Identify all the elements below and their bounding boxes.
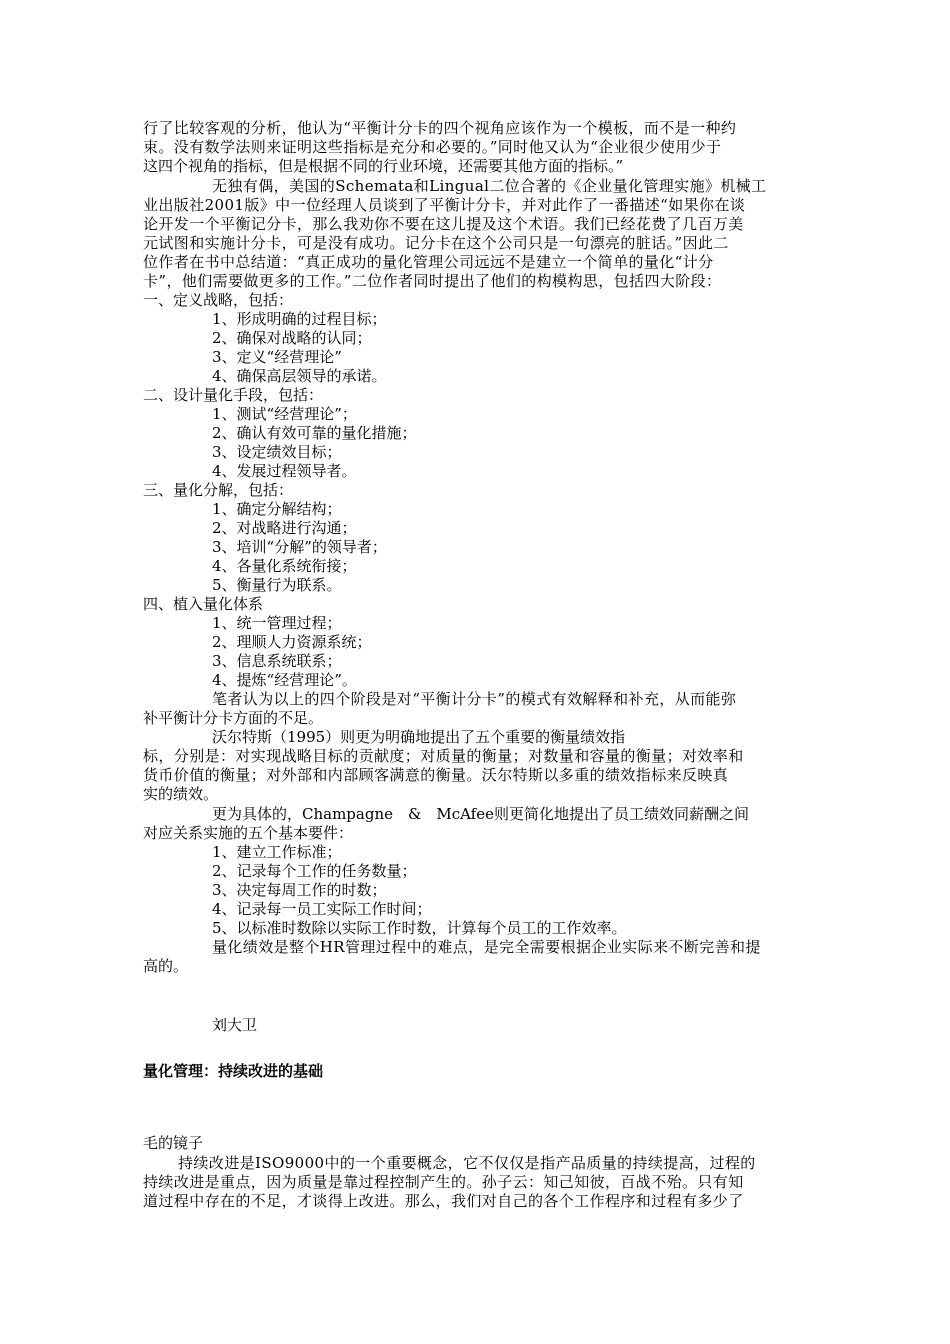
text-line: 这四个视角的指标，但是根据不同的行业环境，还需要其他方面的指标。”: [143, 157, 624, 175]
text-line: 更为具体的，Champagne & McAfee则更简化地提出了员工绩效同薪酬之间: [212, 805, 749, 823]
list-item: 4、发展过程领导者。: [212, 462, 357, 480]
list-item: 4、记录每一员工实际工作时间；: [212, 900, 432, 918]
list-item: 2、理顺人力资源系统；: [212, 633, 372, 651]
text-line: 无独有偶，美国的Schemata和Lingual二位合著的《企业量化管理实施》机械工: [212, 177, 767, 195]
article-subtitle: 毛的镜子: [143, 1134, 204, 1152]
text-line: 对应关系实施的五个基本要件：: [143, 824, 354, 842]
section-heading: 一、定义战略，包括：: [143, 291, 294, 309]
article-title: 量化管理：持续改进的基础: [143, 1062, 324, 1080]
list-item: 3、信息系统联系；: [212, 652, 342, 670]
text-line: 位作者在书中总结道：“真正成功的量化管理公司远远不是建立一个简单的量化“计分: [143, 253, 714, 271]
text-line: 笔者认为以上的四个阶段是对“平衡计分卡”的模式有效解释和补充，从而能弥: [212, 690, 737, 708]
text-line: 束。没有数学法则来证明这些指标是充分和必要的。”同时他又认为“企业很少使用少于: [143, 138, 722, 156]
list-item: 3、培训“分解”的领导者；: [212, 538, 387, 556]
list-item: 4、各量化系统衔接；: [212, 557, 357, 575]
section-heading: 二、设计量化手段，包括：: [143, 386, 324, 404]
text-line: 论开发一个平衡记分卡，那么我劝你不要在这儿提及这个术语。我们已经花费了几百万美: [143, 215, 744, 233]
text-line: 量化绩效是整个HR管理过程中的难点，是完全需要根据企业实际来不断完善和提: [212, 938, 761, 956]
list-item: 4、确保高层领导的承诺。: [212, 367, 387, 385]
list-item: 5、以标准时数除以实际工作时数，计算每个员工的工作效率。: [212, 919, 627, 937]
list-item: 3、设定绩效目标；: [212, 443, 342, 461]
list-item: 1、形成明确的过程目标；: [212, 310, 387, 328]
list-item: 2、确认有效可靠的量化措施；: [212, 424, 417, 442]
list-item: 2、记录每个工作的任务数量；: [212, 862, 417, 880]
text-line: 补平衡计分卡方面的不足。: [143, 709, 324, 727]
text-line: 业出版社2001版》中一位经理人员谈到了平衡计分卡，并对此作了一番描述“如果你在谈: [143, 196, 746, 214]
list-item: 2、对战略进行沟通；: [212, 519, 357, 537]
list-item: 1、建立工作标准；: [212, 843, 342, 861]
text-line: 持续改进是ISO9000中的一个重要概念，它不仅仅是指产品质量的持续提高，过程的: [178, 1154, 756, 1172]
text-line: 卡”，他们需要做更多的工作。”二位作者同时提出了他们的构模构思，包括四大阶段：: [143, 272, 722, 290]
text-line: 货币价值的衡量；对外部和内部顾客满意的衡量。沃尔特斯以多重的绩效指标来反映真: [143, 766, 729, 784]
list-item: 1、确定分解结构；: [212, 500, 342, 518]
list-item: 5、衡量行为联系。: [212, 576, 342, 594]
text-line: 高的。: [143, 957, 189, 975]
text-line: 持续改进是重点，因为质量是靠过程控制产生的。孙子云：知己知彼，百战不殆。只有知: [143, 1173, 744, 1191]
list-item: 2、确保对战略的认同；: [212, 329, 372, 347]
text-line: 元试图和实施计分卡，可是没有成功。记分卡在这个公司只是一句漂亮的脏话。”因此二: [143, 234, 729, 252]
list-item: 1、统一管理过程；: [212, 614, 342, 632]
section-heading: 四、植入量化体系: [143, 595, 264, 613]
text-line: 沃尔特斯（1995）则更为明确地提出了五个重要的衡量绩效指: [212, 728, 626, 746]
list-item: 3、定义“经营理论”: [212, 348, 342, 366]
text-line: 标，分别是：对实现战略目标的贡献度；对质量的衡量；对数量和容量的衡量；对效率和: [143, 747, 744, 765]
text-line: 道过程中存在的不足，才谈得上改进。那么，我们对自己的各个工作程序和过程有多少了: [143, 1192, 744, 1210]
list-item: 4、提炼“经营理论”。: [212, 671, 357, 689]
list-item: 1、测试“经营理论”；: [212, 405, 357, 423]
section-heading: 三、量化分解，包括：: [143, 481, 294, 499]
text-line: 实的绩效。: [143, 785, 219, 803]
author-name: 刘大卫: [212, 1016, 258, 1034]
list-item: 3、决定每周工作的时数；: [212, 881, 387, 899]
text-line: 行了比较客观的分析，他认为“平衡计分卡的四个视角应该作为一个模板，而不是一种约: [143, 119, 737, 137]
